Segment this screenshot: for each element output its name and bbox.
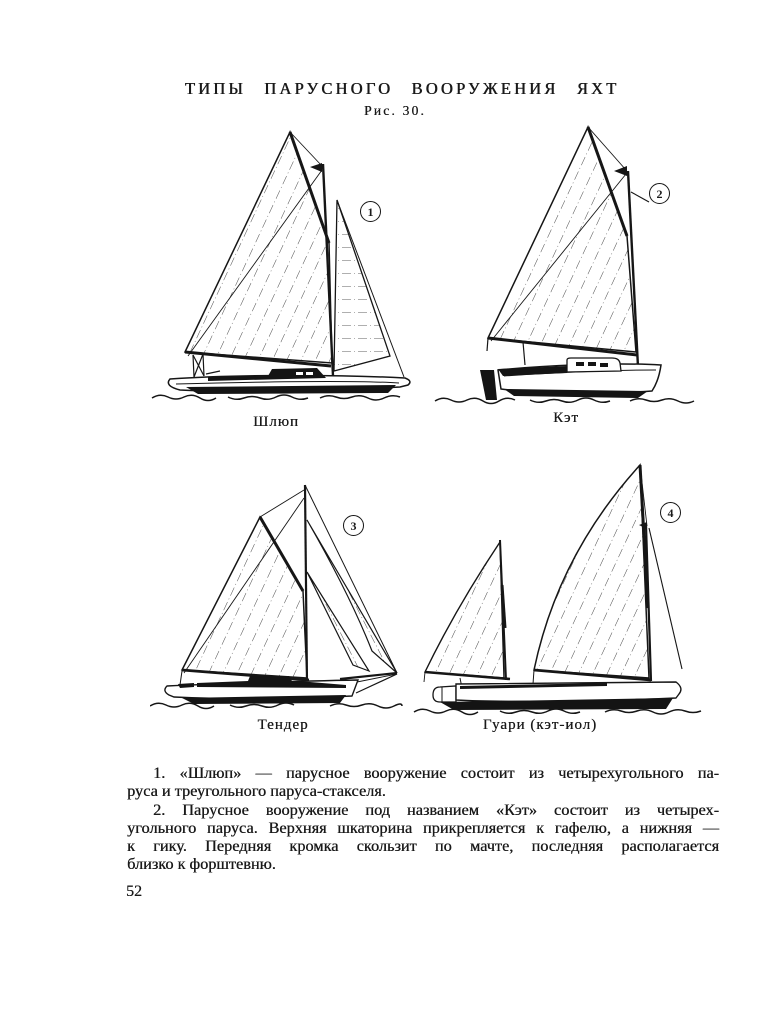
label-cat: Кэт xyxy=(553,410,579,426)
hull xyxy=(480,358,661,400)
sloop-illustration xyxy=(150,130,430,412)
water-line xyxy=(152,395,400,401)
body-text xyxy=(127,764,719,874)
badge-4-number: 4 xyxy=(667,505,674,520)
label-cat-yawl: Гуари (кэт-иол) xyxy=(482,717,598,733)
sloop-rig xyxy=(185,132,404,377)
mainsail xyxy=(185,132,332,363)
badge-leader-line xyxy=(631,192,649,202)
water-line xyxy=(414,709,701,715)
cutter-rig xyxy=(180,485,397,693)
badge-4 xyxy=(660,502,681,523)
mainsail xyxy=(182,517,307,678)
rudder xyxy=(480,370,497,400)
boom-crutch xyxy=(193,354,204,377)
body-line: руса и треугольного паруса-стакселя. xyxy=(127,781,386,801)
cat-rig xyxy=(487,127,649,367)
mainsail xyxy=(534,465,649,678)
body-line: 2. Парусное вооружение под названием «Кэт» состоит из четырех- xyxy=(153,799,719,819)
mizzen-sail xyxy=(425,542,504,678)
badge-3 xyxy=(343,515,364,536)
mainsail xyxy=(488,127,636,352)
page-number: 52 xyxy=(126,883,142,900)
masthead-pennant xyxy=(614,166,627,176)
badge-1 xyxy=(360,201,381,222)
stern-block xyxy=(433,686,456,702)
cutter-illustration xyxy=(150,460,450,716)
badge-1-number: 1 xyxy=(367,204,374,219)
label-sloop: Шлюп xyxy=(253,414,299,430)
label-cutter: Тендер xyxy=(257,717,309,733)
hull xyxy=(433,682,681,710)
water-line xyxy=(150,703,402,709)
body-line: 1. «Шлюп» — парусное вооружение состоит из четырехугольного па- xyxy=(153,763,719,782)
body-line: угольного паруса. Верхняя шкаторина прикрепляется к гафелю, а нижняя — xyxy=(127,817,719,837)
badge-2 xyxy=(649,183,670,204)
hull xyxy=(168,368,410,394)
masthead-pennant xyxy=(310,163,322,172)
page-title: ТИПЫ ПАРУСНОГО ВООРУЖЕНИЯ ЯХТ xyxy=(184,79,620,98)
forestay xyxy=(649,528,682,669)
cat-yawl-illustration xyxy=(410,450,728,722)
body-line: близко к форштевню. xyxy=(127,854,276,874)
cat-yawl-rig xyxy=(424,465,682,688)
hull xyxy=(165,676,358,704)
water-line xyxy=(435,398,694,404)
jib-sail xyxy=(334,200,390,371)
figure-caption: Рис. 30. xyxy=(364,103,426,118)
body-line: к гику. Передняя кромка скользит по мачте, последняя располагается xyxy=(127,836,719,856)
badge-3-number: 3 xyxy=(350,518,357,533)
cat-illustration xyxy=(430,120,725,410)
badge-2-number: 2 xyxy=(656,186,663,201)
